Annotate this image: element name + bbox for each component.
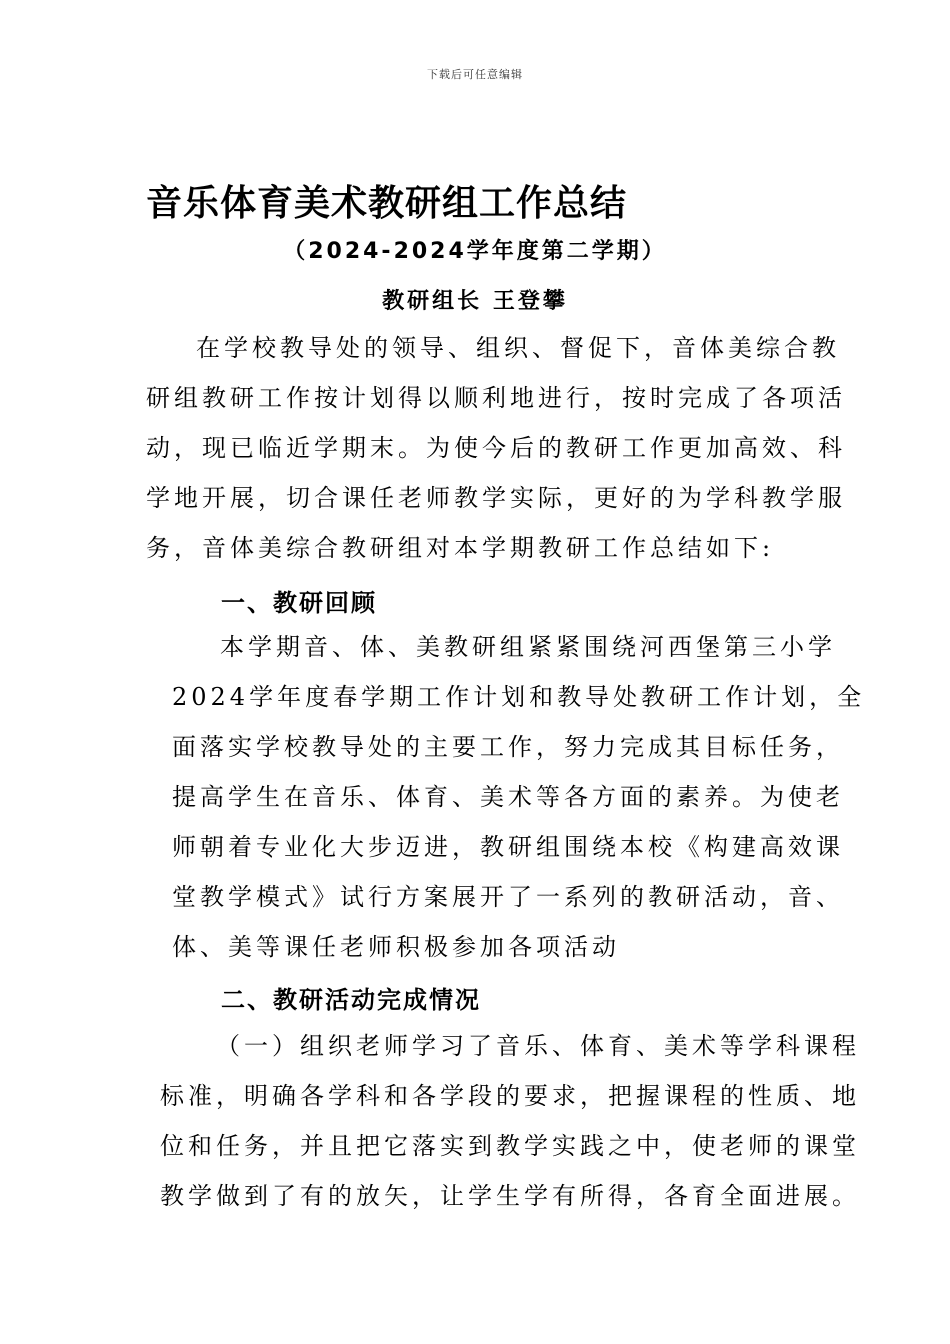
paragraph-line: 师朝着专业化大步迈进，教研组围绕本校《构建高效课 xyxy=(172,833,844,861)
paragraph-line: 研组教研工作按计划得以顺利地进行，按时完成了各项活 xyxy=(146,384,846,412)
paragraph-line: 务，音体美综合教研组对本学期教研工作总结如下: xyxy=(146,534,775,562)
paragraph-line: （一）组织老师学习了音乐、体育、美术等学科课程 xyxy=(216,1032,860,1060)
paragraph-line: 本学期音、体、美教研组紧紧围绕河西堡第三小学 xyxy=(220,633,836,661)
paragraph-line: 堂教学模式》试行方案展开了一系列的教研活动，音、 xyxy=(172,883,844,911)
paragraph-line: 标准，明确各学科和各学段的要求，把握课程的性质、地 xyxy=(160,1082,860,1110)
group-leader: 教研组长 王登攀 xyxy=(382,289,568,314)
paragraph-line: 在学校教导处的领导、组织、督促下，音体美综合教 xyxy=(196,334,840,362)
paragraph-line: 动，现已临近学期末。为使今后的教研工作更加高效、科 xyxy=(146,434,846,462)
section1-paragraph xyxy=(172,622,865,972)
section-heading: 二、教研活动完成情况 xyxy=(221,986,481,1014)
paragraph-line: 学地开展，切合课任老师教学实际，更好的为学科教学服 xyxy=(146,484,846,512)
section2-paragraph xyxy=(160,1021,860,1221)
document-title: 音乐体育美术教研组工作总结 xyxy=(146,182,628,224)
paragraph-line: 教学做到了有的放矢，让学生学有所得，各育全面进展。 xyxy=(160,1182,860,1210)
paragraph-line: 体、美等课任老师积极参加各项活动 xyxy=(172,933,620,961)
document-subtitle: （2024-2024学年度第二学期） xyxy=(283,239,667,264)
intro-paragraph xyxy=(146,323,846,573)
section-heading: 一、教研回顾 xyxy=(221,589,377,617)
header-note: 下载后可任意编辑 xyxy=(427,68,523,81)
paragraph-line: 提高学生在音乐、体育、美术等各方面的素养。为使老 xyxy=(172,783,844,811)
paragraph-line: 位和任务，并且把它落实到教学实践之中，使老师的课堂 xyxy=(160,1132,860,1160)
paragraph-line: 面落实学校教导处的主要工作，努力完成其目标任务， xyxy=(172,733,844,761)
paragraph-line: 2024学年度春学期工作计划和教导处教研工作计划，全 xyxy=(172,683,866,711)
